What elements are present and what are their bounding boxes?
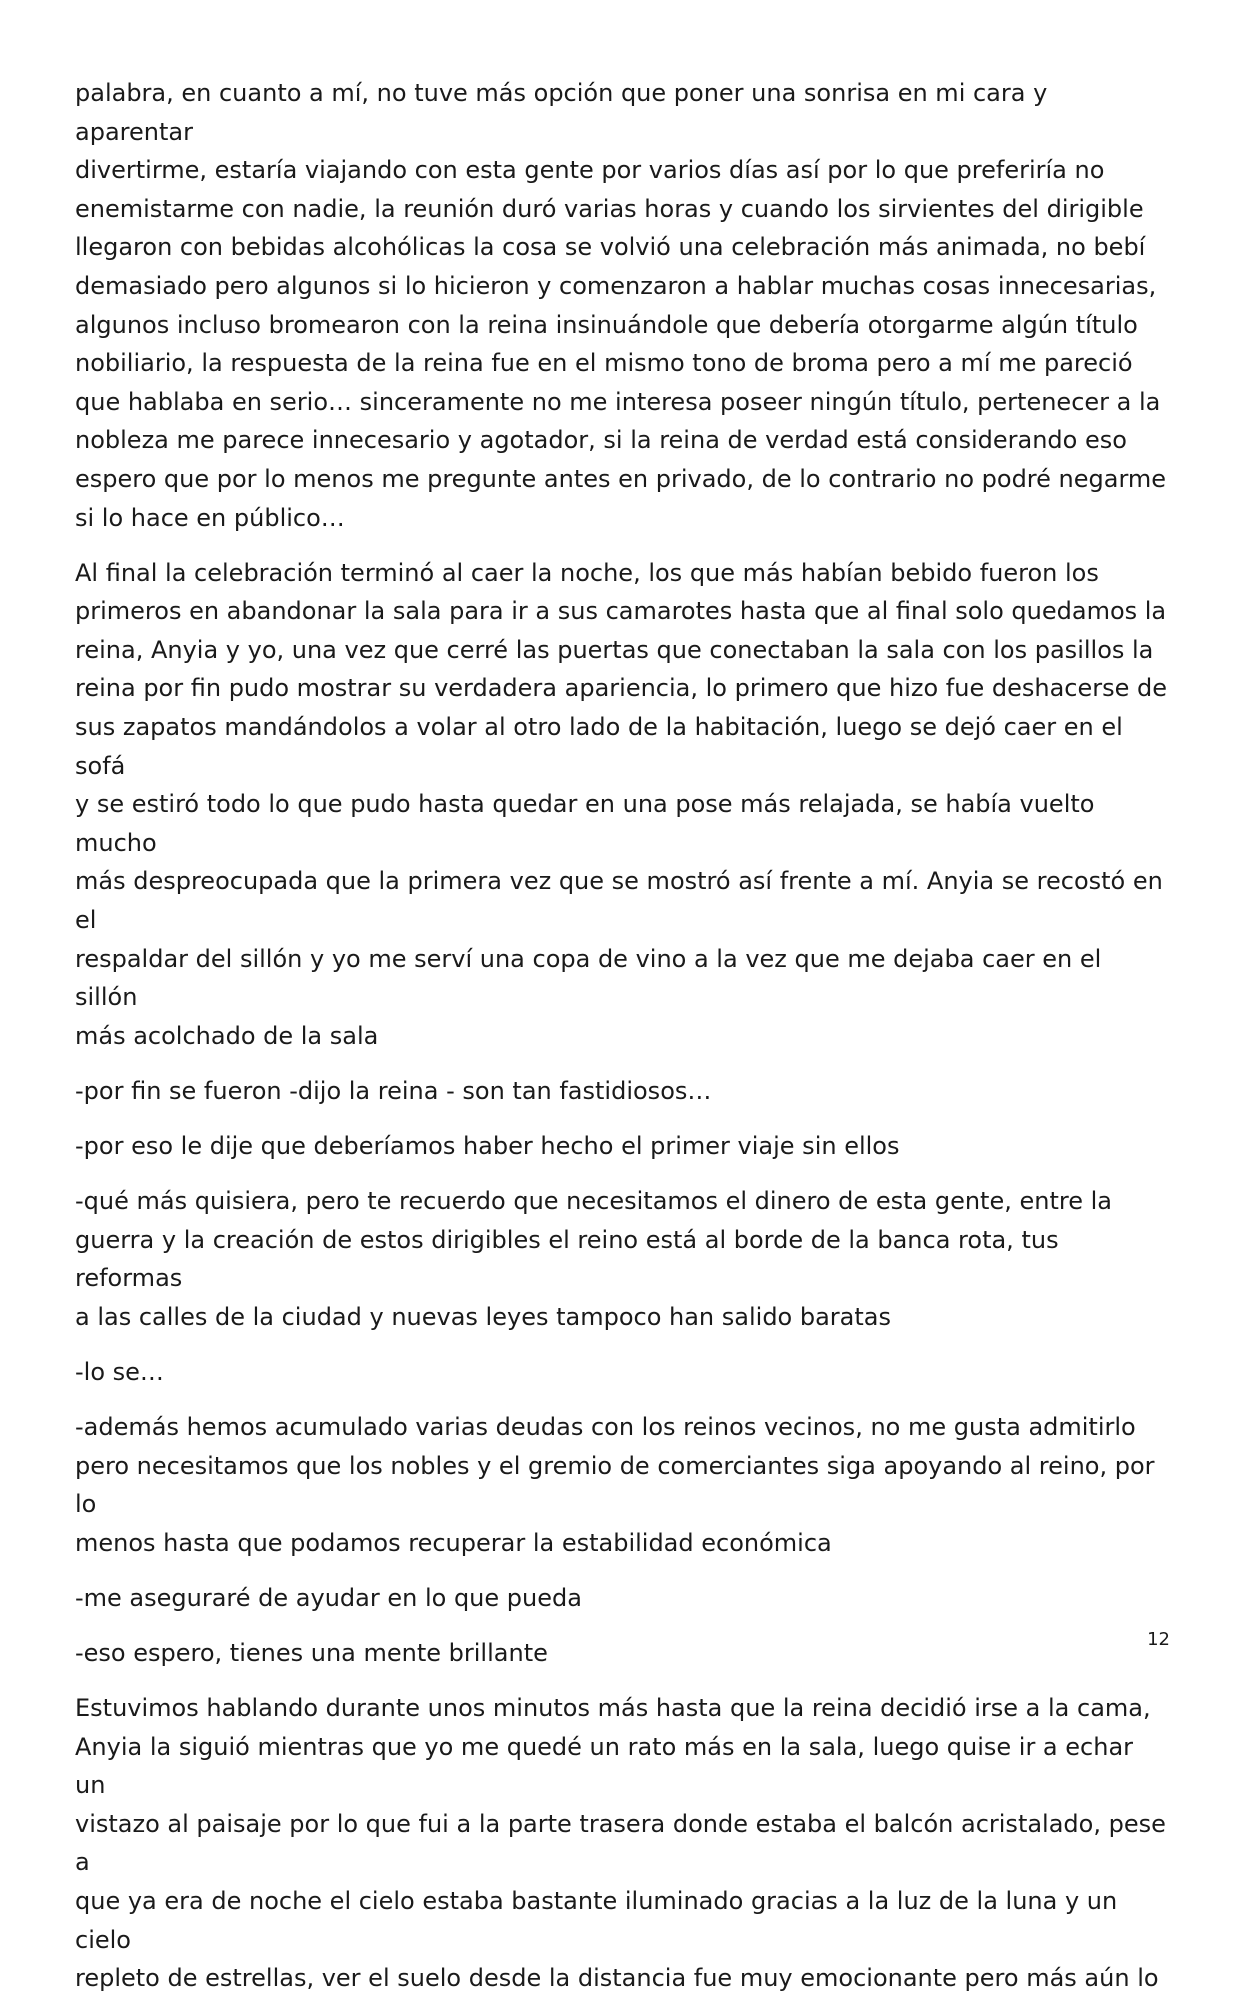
dialogue-line: -por eso le dije que deberíamos haber hecho el primer viaje sin ellos	[75, 1131, 900, 1160]
dialogue-line: -me aseguraré de ayudar en lo que pueda	[75, 1583, 582, 1612]
paragraph: Estuvimos hablando durante unos minutos más hasta que la reina decidió irse a la cama, Anyia la siguió mientras que yo me quedé un rato más en la sala, luego quise ir a echar un vistazo al paisaje por lo que fui a la parte trasera donde estaba el balcón acristalado, pese a que ya era de noche el cielo estaba bastante iluminado gracias a la luz de la luna y un cielo repleto de estrellas, ver el suelo desde la distancia fue muy emocionante pero más aún lo	[75, 1694, 1166, 1993]
dialogue-line: -lo se…	[75, 1357, 164, 1386]
dialogue-line: -eso espero, tienes una mente brillante	[75, 1638, 548, 1667]
paragraph: palabra, en cuanto a mí, no tuve más opción que poner una sonrisa en mi cara y aparentar divertirme, estaría viajando con esta gente por varios días así por lo que preferiría no enemistarme con nadie, la reunión duró varias horas y cuando los sirvientes del dirigible llegaron con bebidas alcohólicas la cosa se volvió una celebración más animada, no bebí demasiado pero algunos si lo hicieron y comenzaron a hablar muchas cosas innecesarias, algunos incluso bromearon con la reina insinuándole que debería otorgarme algún título nobiliario, la respuesta de la reina fue en el mismo tono de broma pero a mí me pareció que hablaba en serio… sinceramente no me interesa poseer ningún título, pertenecer a la nobleza me parece innecesario y agotador, si la reina de verdad está considerando eso espero que por lo menos me pregunte antes en privado, de lo contrario no podré negarme si lo hace en público…	[75, 79, 1167, 532]
dialogue-line: -además hemos acumulado varias deudas con los reinos vecinos, no me gusta admitirlo pero necesitamos que los nobles y el gremio de comerciantes siga apoyando al reino, por lo menos hasta que podamos recuperar la estabilidad económica	[75, 1413, 1155, 1557]
body-text	[75, 74, 1170, 2014]
paragraph: Al final la celebración terminó al caer la noche, los que más habían bebido fueron los primeros en abandonar la sala para ir a sus camarotes hasta que al final solo quedamos la reina, Anyia y yo, una vez que cerré las puertas que conectaban la sala con los pasillos la reina por fin pudo mostrar su verdadera apariencia, lo primero que hizo fue deshacerse de sus zapatos mandándolos a volar al otro lado de la habitación, luego se dejó caer en el sofá y se estiró todo lo que pudo hasta quedar en una pose más relajada, se había vuelto mucho más despreocupada que la primera vez que se mostró así frente a mí. Anyia se recostó en el respaldar del sillón y yo me serví una copa de vino a la vez que me dejaba caer en el sillón más acolchado de la sala	[75, 558, 1167, 1050]
dialogue-line: -por fin se fueron -dijo la reina - son tan fastidiosos…	[75, 1076, 712, 1105]
page-number: 12	[1147, 1629, 1170, 1650]
dialogue-line: -qué más quisiera, pero te recuerdo que necesitamos el dinero de esta gente, entre la guerra y la creación de estos dirigibles el reino está al borde de la banca rota, tus reformas a las calles de la ciudad y nuevas leyes tampoco han salido baratas	[75, 1187, 1112, 1331]
